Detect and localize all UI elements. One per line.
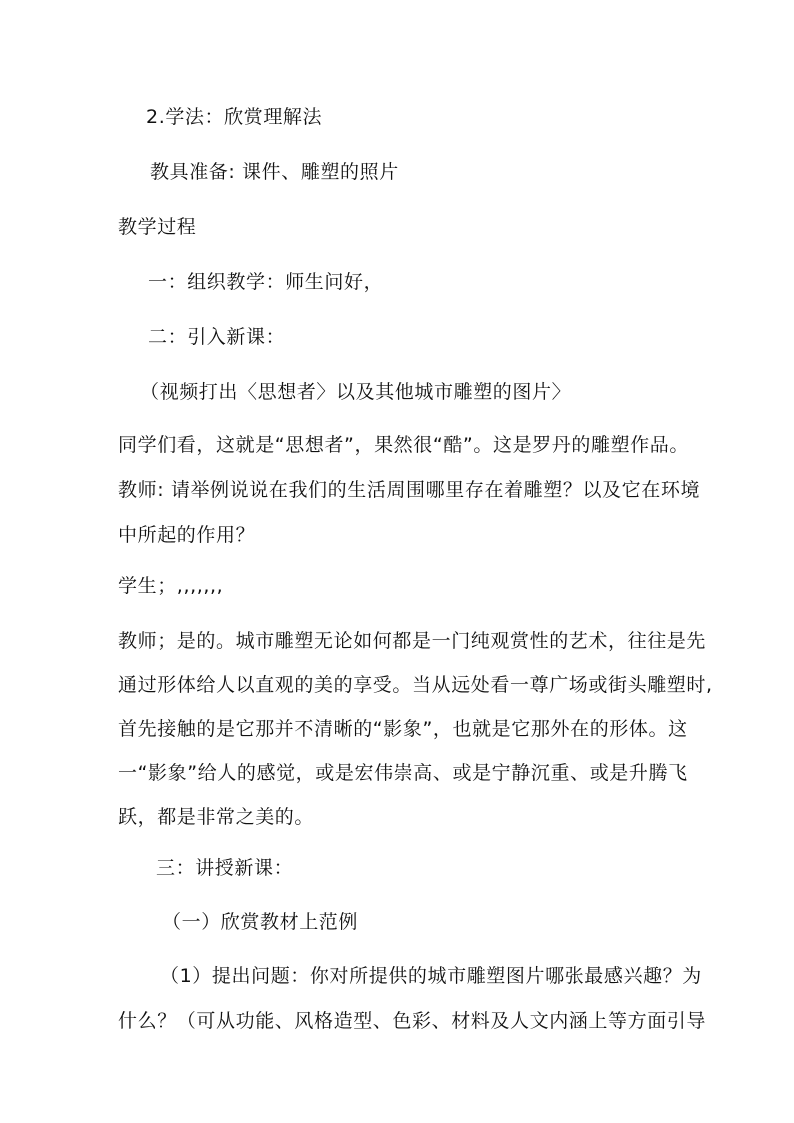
section-one-line: 一：组织教学：师生问好，: [148, 271, 384, 293]
subsection-line: （一）欣赏教材上范例: [162, 911, 359, 933]
paragraph-line: 同学们看，这就是“思想者”，果然很“酷”。这是罗丹的雕塑作品。: [118, 434, 689, 456]
study-method-line: 2.学法：欣赏理解法: [146, 106, 323, 128]
question-line: （1）提出问题：你对所提供的城市雕塑图片哪张最感兴趣？为: [160, 965, 702, 987]
student-line: 学生；,,,,,,,: [118, 575, 224, 597]
paragraph-line: 通过形体给人以直观的美的享受。当从远处看一尊广场或街头雕塑时,: [118, 674, 713, 696]
paragraph-line: 教师: 请举例说说在我们的生活周围哪里存在着雕塑？以及它在环境: [118, 479, 701, 501]
teaching-aids-line: 教具准备: 课件、雕塑的照片: [150, 161, 399, 183]
section-three-line: 三：讲授新课：: [156, 857, 294, 879]
section-two-line: 二：引入新课：: [148, 326, 286, 348]
paragraph-line: 教师；是的。城市雕塑无论如何都是一门纯观赏性的艺术，往往是先: [118, 630, 707, 652]
paragraph-line: 首先接触的是它那并不清晰的“影象”，也就是它那外在的形体。这: [118, 718, 688, 740]
paragraph-line: 什么？（可从功能、风格造型、色彩、材料及人文内涵上等方面引导: [118, 1010, 707, 1032]
paragraph-line: 一“影象”给人的感觉，或是宏伟崇高、或是宁静沉重、或是升腾飞: [118, 762, 688, 784]
teaching-process-heading: 教学过程: [118, 216, 197, 238]
paragraph-line: 中所起的作用？: [118, 524, 256, 546]
video-note-line: （视频打出〈思想者〉以及其他城市雕塑的图片〉: [140, 381, 572, 403]
paragraph-line: 跃，都是非常之美的。: [118, 806, 315, 828]
